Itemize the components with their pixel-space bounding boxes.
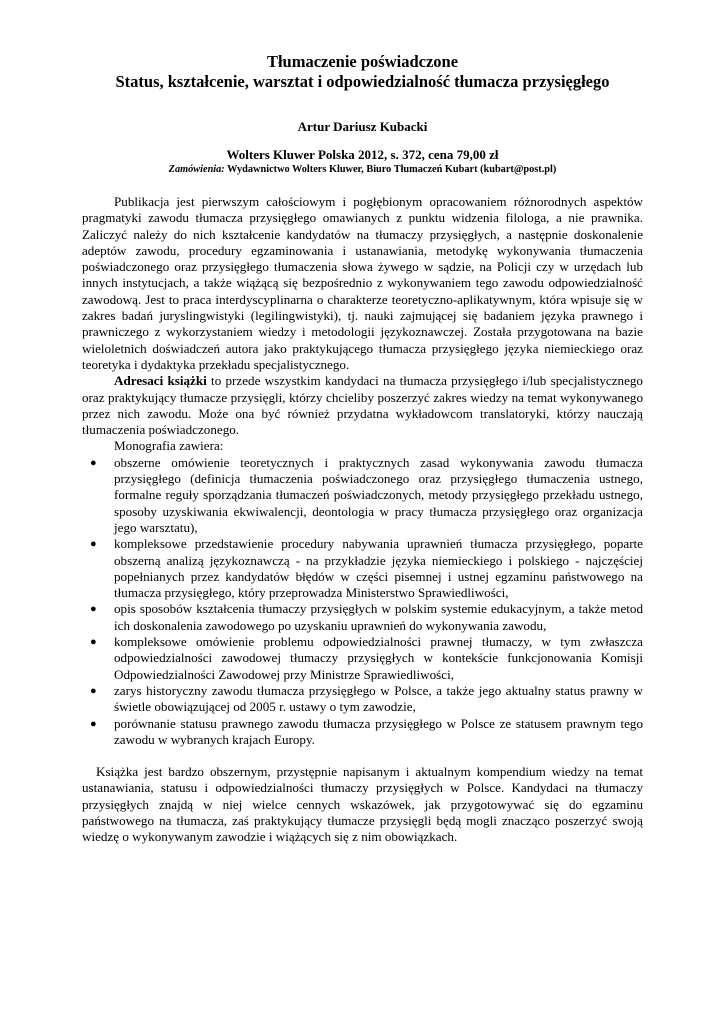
list-item-text: porównanie statusu prawnego zawodu tłumacza przysięgłego w Polsce ze statusem prawnym tego zawodu w wybranych krajach Europy. — [114, 715, 643, 747]
contents-list — [82, 455, 643, 748]
bullet-icon: ● — [90, 603, 97, 616]
list-item — [82, 536, 643, 601]
paragraph-audience — [82, 373, 643, 438]
list-item-text: opis sposobów kształcenia tłumaczy przysięgłych w polskim systemie edukacyjnym, a także metod ich doskonalenia zawodowego po uzyskaniu uprawnień do wykonywania zawodu, — [114, 601, 643, 633]
list-item-text: kompleksowe omówienie problemu odpowiedzialności prawnej tłumaczy, w tym zwłaszcza odpowiedzialności zawodowej tłumaczy przysięgłych w kontekście funkcjonowania Komisji Odpowiedzialności Zawodowej przy Ministrze Sprawiedliwości, — [114, 634, 643, 682]
audience-heading: Adresaci książki — [114, 373, 207, 389]
orders-label: Zamówienia: — [168, 164, 225, 175]
list-item — [82, 683, 643, 716]
bullet-icon: ● — [90, 684, 97, 697]
title-line-1: Tłumaczenie poświadczone — [266, 52, 459, 71]
paragraph-intro: Publikacja jest pierwszym całościowym i pogłębionym opracowaniem różnorodnych aspektów pragmatyki zawodu tłumacza przysięgłego omawianych z punktu widzenia filologa, a nie prawnika. Zaliczyć należy do nich kształcenie kandydatów na tłumaczy przysięgłych, a następnie doskonalenie adeptów zawodu, procedury egzaminowania i ustanawiania, metodykę wykonywania tłumaczenia poświadczonego oraz przysięgłego tłumaczenia słowa żywego w sądzie, na Policji czy w urzędach lub innych instytucjach, a także wiążącą się bezpośrednio z wykonywaniem tego zawodu odpowiedzialność zawodową. Jest to praca interdyscyplinarna o charakterze teoretyczno-aplikatywnym, która wpisuje się w zakres badań juryslingwistyki (legilingwistyki), tj. nauki zajmującej się badaniem języka prawnego i prawniczego z wykorzystaniem wiedzy i metodologii językoznawczej. Została przygotowana na bazie wieloletnich doświadczeń autora jako praktykującego tłumacza przysięgłego języka niemieckiego oraz teoretyka i dydaktyka przekładu specjalistycznego. — [82, 194, 643, 372]
monograph-intro: Monografia zawiera: — [114, 438, 224, 454]
list-item-text: zarys historyczny zawodu tłumacza przysięgłego w Polsce, a także jego aktualny status prawny w świetle obowiązującej od 2005 r. ustawy o tym zawodzie, — [114, 682, 643, 715]
bullet-icon: ● — [90, 636, 97, 649]
paragraph-summary: Książka jest bardzo obszernym, przystępnie napisanym i aktualnym kompendium wiedzy na temat ustanawiania, statusu i odpowiedzialności tłumaczy przysięgłych w Polsce. Kandydaci na tłumaczy przysięgłych znajdą w niej wielce cennych wskazówek, jak przygotowywać się do egzaminu państwowego na tłumacza, zaś praktykujący tłumacze przysięgli będą mogli znacząco poszerzyć swoją wiedzę o wykonywanym zawodzie i wiążących się z nim obowiązkach. — [82, 764, 643, 845]
list-item — [82, 634, 643, 683]
publisher-info: Wolters Kluwer Polska 2012, s. 372, cena 79,00 zł — [226, 147, 499, 162]
list-item-text: kompleksowe przedstawienie procedury nabywania uprawnień tłumacza przysięgłego, poparte obszerną analizą językoznawczą - na przykładzie języka niemieckiego i polskiego - najczęściej popełnianych przez kandydatów błędów w części pisemnej i ustnej egzaminu państwowego na tłumacza przysięgłego, który przeprowadza Ministerstwo Sprawiedliwości, — [114, 536, 643, 601]
author-name: Artur Dariusz Kubacki — [297, 119, 428, 134]
list-item — [82, 455, 643, 536]
bullet-icon: ● — [90, 538, 97, 551]
bullet-icon: ● — [90, 456, 97, 469]
list-item — [82, 716, 643, 749]
document-title — [82, 52, 643, 92]
orders-info — [82, 163, 643, 176]
orders-text: Wydawnictwo Wolters Kluwer, Biuro Tłumaczeń Kubart (kubart@post.pl) — [224, 164, 557, 175]
list-item — [82, 601, 643, 634]
bullet-icon: ● — [90, 717, 97, 730]
audience-text: to przede wszystkim kandydaci na tłumacza przysięgłego i/lub specjalistycznego oraz praktykujący tłumacze przysięgli, którzy chcieliby poszerzyć zakres wiedzy na temat wykonywanego przez nich zawodu. Może ona być również przydatna wykładowcom translatoryki, którzy nauczają tłumaczenia poświadczonego. — [82, 373, 643, 438]
list-item-text: obszerne omówienie teoretycznych i praktycznych zasad wykonywania zawodu tłumacza przysięgłego (definicja tłumaczenia poświadczonego oraz przysięgłego tłumaczenia ustnego, formalne reguły sporządzania tłumaczeń poświadczonych, metody przysięgłego przekładu ustnego, sposoby uzyskiwania ekwiwalencji, deontologia w pracy tłumacza przysięgłego oraz organizacja jego warsztatu), — [114, 454, 643, 535]
title-line-2: Status, kształcenie, warsztat i odpowiedzialność tłumacza przysięgłego — [115, 72, 610, 91]
